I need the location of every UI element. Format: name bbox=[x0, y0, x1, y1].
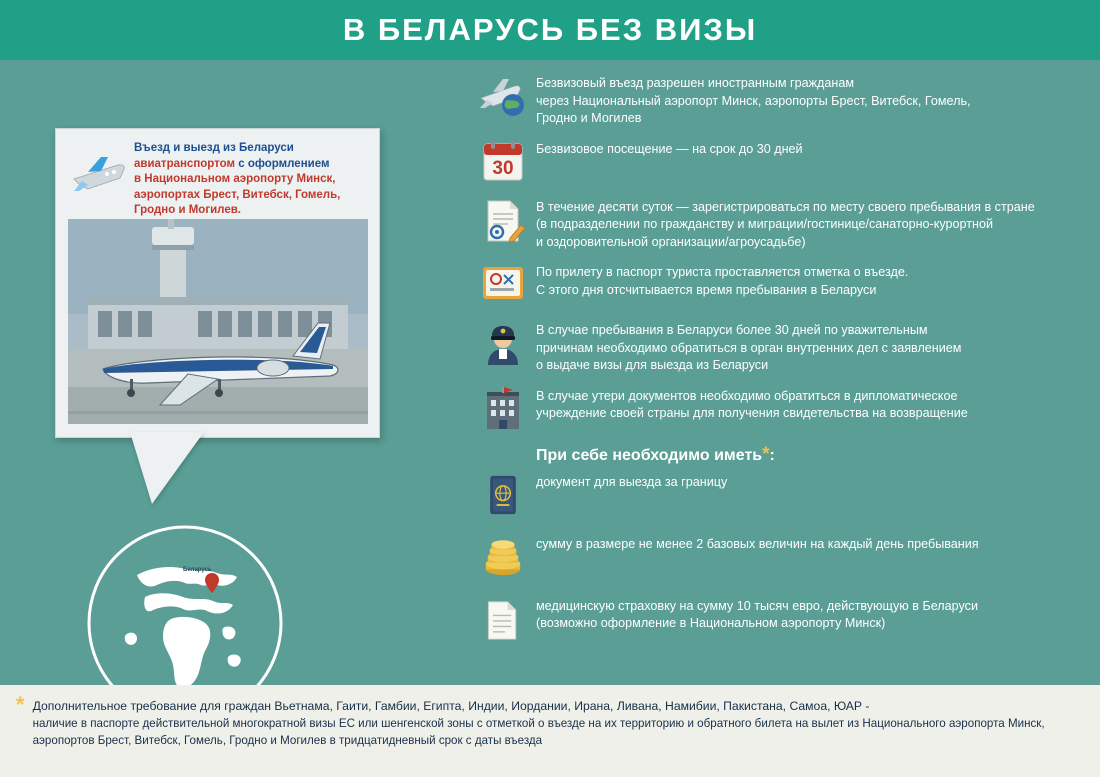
page-title: В БЕЛАРУСЬ БЕЗ ВИЗЫ bbox=[342, 12, 758, 47]
rule-line: В случае утери документов необходимо обратиться в дипломатическое bbox=[536, 388, 958, 403]
rule-line: С этого дня отсчитывается время пребывания в Беларуси bbox=[536, 282, 877, 297]
rules-column bbox=[470, 74, 1090, 659]
rule-text bbox=[536, 198, 1035, 252]
need-section-star: * bbox=[762, 443, 770, 465]
rule-line: о выдаче визы для выезда из Беларуси bbox=[536, 358, 769, 372]
need-section-title bbox=[536, 443, 1090, 465]
need-line: сумму в размере не менее 2 базовых величин на каждый день пребывания bbox=[536, 536, 979, 551]
callout-line-2-strong: авиатранспортом bbox=[134, 157, 236, 170]
left-illustration-column bbox=[0, 60, 460, 685]
coins-icon bbox=[470, 535, 536, 583]
airplane-globe-icon bbox=[470, 74, 536, 120]
rule-item bbox=[470, 198, 1090, 252]
rule-line: По прилету в паспорт туриста проставляется отметка о въезде. bbox=[536, 265, 909, 279]
need-line: медицинскую страховку на сумму 10 тысяч евро, действующую в Беларуси bbox=[536, 598, 978, 613]
rule-line: В течение десяти суток — зарегистрироваться по месту своего пребывания в стране bbox=[536, 199, 1035, 214]
rule-line: причинам необходимо обратиться в орган внутренних дел с заявлением bbox=[536, 340, 962, 355]
rule-line: Гродно и Могилев bbox=[536, 111, 642, 125]
need-text bbox=[536, 597, 978, 633]
embassy-building-icon bbox=[470, 387, 536, 433]
footer-line-1: Дополнительное требование для граждан Вьетнама, Гаити, Гамбии, Египта, Индии, Иордании, Ирана, Ливана, Намибии, Пакистана, Самоа, ЮАР - bbox=[32, 699, 870, 713]
rule-text bbox=[536, 74, 971, 128]
rule-line: В случае пребывания в Беларуси более 30 дней по уважительным bbox=[536, 323, 928, 337]
need-section-title-suffix: : bbox=[769, 446, 775, 464]
callout-card-text bbox=[134, 139, 340, 219]
callout-line-4: аэропортах Брест, Витебск, Гомель, bbox=[134, 188, 341, 201]
officer-icon bbox=[470, 321, 536, 367]
globe-marker-label: Беларусь bbox=[183, 567, 212, 573]
rule-item bbox=[470, 387, 1090, 433]
rule-line: через Национальный аэропорт Минск, аэропорты Брест, Витебск, Гомель, bbox=[536, 93, 971, 108]
rule-item bbox=[470, 321, 1090, 375]
airport-photo bbox=[68, 219, 368, 424]
need-item bbox=[470, 597, 1090, 645]
callout-line-3: в Национальном аэропорту Минск, bbox=[134, 173, 336, 185]
rule-text bbox=[536, 321, 961, 375]
rule-line: Безвизовое посещение — на срок до 30 дней bbox=[536, 141, 803, 156]
callout-card-head bbox=[68, 139, 367, 219]
rule-text bbox=[536, 140, 803, 159]
callout-line-2-rest: с оформлением bbox=[235, 157, 330, 170]
rule-item bbox=[470, 263, 1090, 309]
passport-icon bbox=[470, 473, 536, 521]
need-line: (возможно оформление в Национальном аэропорту Минск) bbox=[536, 616, 886, 630]
rule-line: (в подразделении по гражданству и миграции/гостинице/санаторно-курортной bbox=[536, 217, 994, 231]
need-text bbox=[536, 535, 979, 554]
rule-item bbox=[470, 140, 1090, 186]
callout-card bbox=[55, 128, 380, 438]
rule-item bbox=[470, 74, 1090, 128]
page-header bbox=[0, 0, 1100, 60]
calendar-icon bbox=[470, 140, 536, 186]
insurance-document-icon bbox=[470, 597, 536, 645]
rule-line: Безвизовый въезд разрешен иностранным гражданам bbox=[536, 76, 855, 90]
rule-line: и оздоровительной организации/агроусадьбе) bbox=[536, 234, 806, 249]
callout-line-2 bbox=[134, 157, 340, 173]
callout-line-1: Въезд и выезд из Беларуси bbox=[134, 142, 294, 154]
document-pen-icon bbox=[470, 198, 536, 244]
need-line: документ для выезда за границу bbox=[536, 474, 728, 489]
svg-text:30: 30 bbox=[492, 157, 514, 179]
airplane-icon bbox=[68, 139, 128, 197]
callout-pointer bbox=[130, 432, 204, 504]
callout-line-5: Гродно и Могилев. bbox=[134, 204, 241, 216]
footer-line-2: наличие в паспорте действительной многократной визы ЕС или шенгенской зоны с отметкой о въезде на их территорию и обратного билета на вылет из Национального аэропорта Минск, bbox=[32, 717, 1045, 730]
rule-text bbox=[536, 387, 968, 423]
footer-star-icon: * bbox=[16, 692, 25, 717]
footer-note bbox=[0, 685, 1100, 777]
need-text bbox=[536, 473, 727, 492]
rule-line: учреждение своей страны для получения свидетельства на возвращение bbox=[536, 406, 968, 420]
need-section-title-text: При себе необходимо иметь bbox=[536, 446, 763, 464]
need-item bbox=[470, 535, 1090, 583]
passport-stamp-icon bbox=[470, 263, 536, 309]
need-item bbox=[470, 473, 1090, 521]
footer-line-3: аэропортов Брест, Витебск, Гомель, Гродно и Могилев в тридцатидневный срок с даты въезда bbox=[32, 734, 543, 747]
rule-text bbox=[536, 263, 908, 299]
